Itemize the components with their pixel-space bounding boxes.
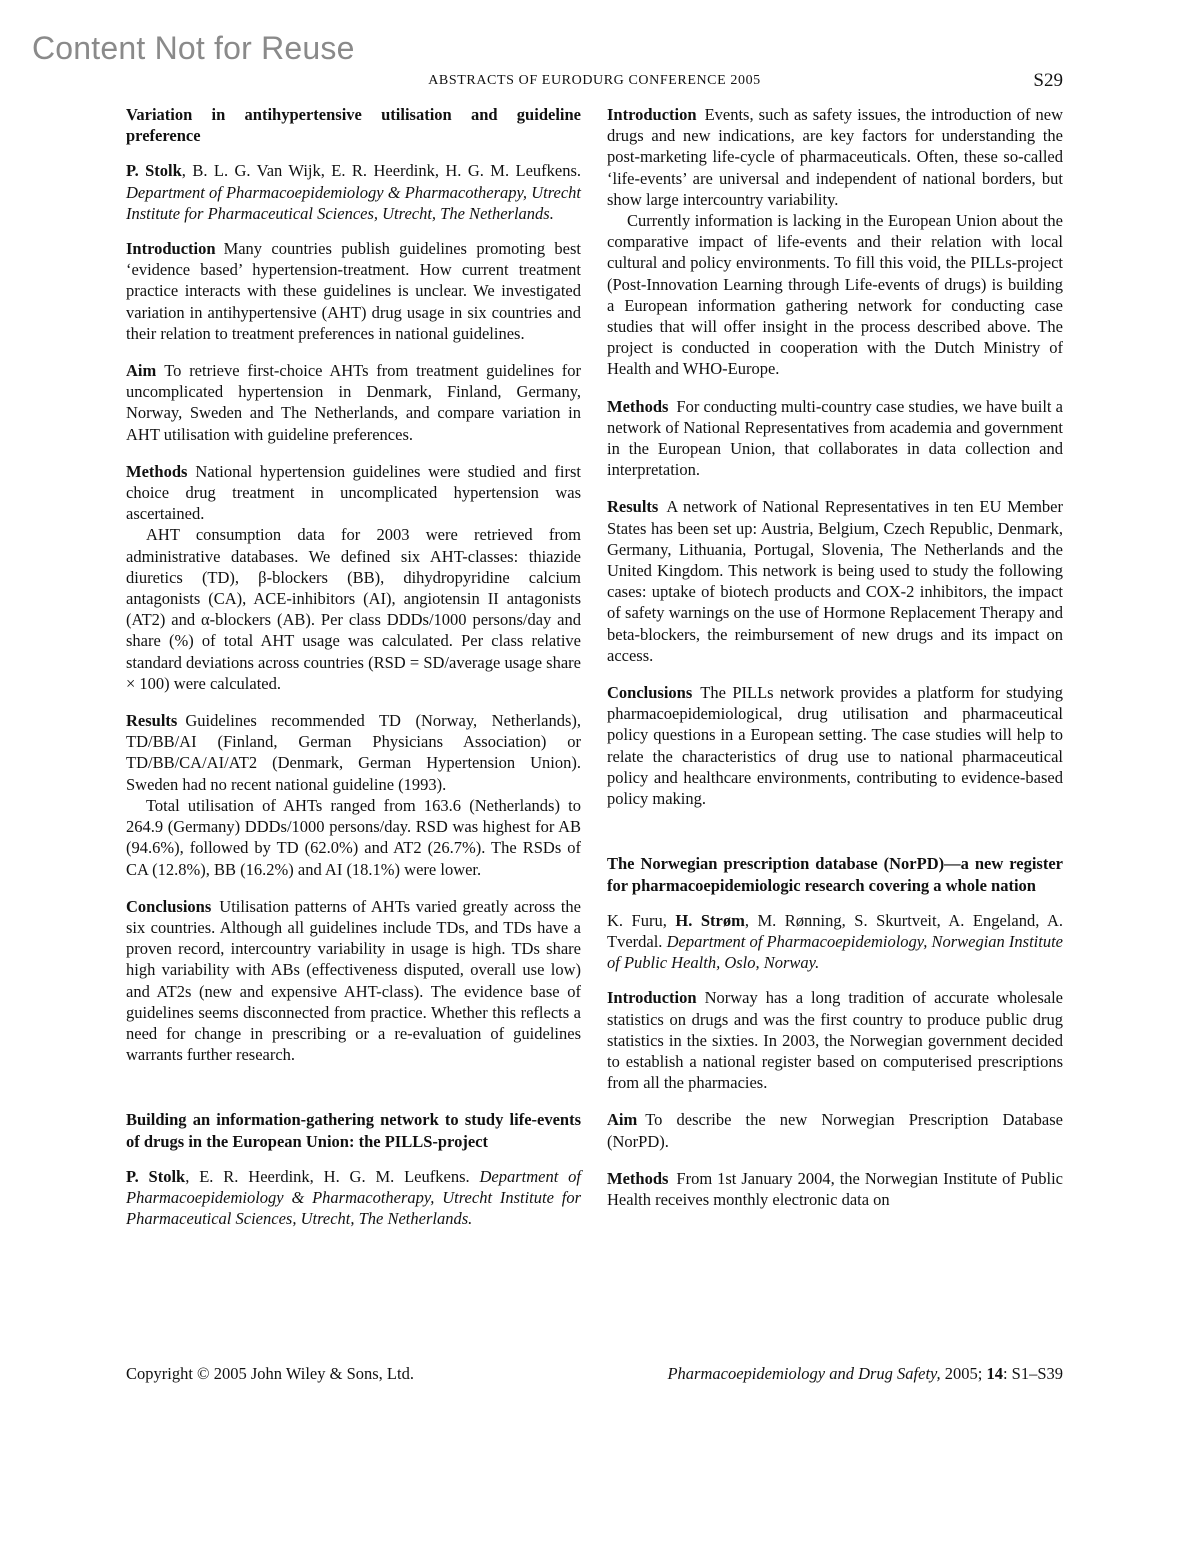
abstract-pills-project-continued (607, 104, 1063, 809)
section-text: To describe the new Norwegian Prescription Database (NorPD). (607, 1110, 1063, 1151)
section-text: A network of National Representatives in ten EU Member States has been set up: Austria, Belgium, Czech Republic, Denmark, Germany, Lithuania, Portugal, Slovenia, The Netherlands and the United Kingdom. This network is being used to study the following cases: uptake of biotech products and COX-2 inhibitors, the impact of safety warnings on the use of Hormone Replacement Therapy and beta-blockers, the reimbursement of new drugs and its impact on access. (607, 497, 1063, 665)
coauthors: , M. Rønning, S. Skurtveit, A. Engeland, A. Tverdal. (607, 910, 1063, 951)
section-text: Utilisation patterns of AHTs varied greatly across the six countries. Although all guidelines include TDs, and TDs have a proven record, intercountry variability in usage is high. TDs share high variability with ABs (effectiveness disputed, overall use low) and AT2s (new and expensive AHT-class). The evidence base of guidelines seems disconnected from practice. Whether this reflects a need for change in prescribing or a re-evaluation of guidelines warrants further research. (126, 896, 581, 1065)
section-heading: Aim (126, 361, 157, 381)
abstract-norpd (607, 853, 1063, 1210)
section-heading: Aim (607, 1110, 638, 1130)
section-heading: Introduction (126, 239, 216, 259)
journal-year: 2005; (940, 1364, 987, 1383)
section-introduction (126, 238, 581, 344)
section-text: National hypertension guidelines were studied and first choice drug treatment in uncomplicated hypertension was ascertained. (126, 461, 581, 524)
running-header (126, 70, 1063, 92)
right-column (607, 104, 1063, 1226)
abstract-title: The Norwegian prescription database (NorPD)—a new register for pharmacoepidemiologic research covering a whole nation (607, 854, 1063, 895)
copyright-notice: Copyright © 2005 John Wiley & Sons, Ltd. (126, 1364, 414, 1383)
abstract-authors (126, 1166, 581, 1230)
journal-name: Pharmacoepidemiology and Drug Safety, (667, 1364, 941, 1383)
section-heading: Introduction (607, 988, 697, 1008)
section-methods (607, 1168, 1063, 1210)
section-methods (126, 461, 581, 694)
watermark: Content Not for Reuse (32, 30, 355, 66)
coauthors: , B. L. G. Van Wijk, E. R. Heerdink, H. G. M. Leufkens. (181, 161, 582, 181)
abstract-authors (126, 160, 581, 224)
section-conclusions (126, 896, 581, 1066)
affiliation: Department of Pharmacoepidemiology & Pharmacotherapy, Utrecht Institute for Pharmaceutical Sciences, Utrecht, The Netherlands. (126, 182, 581, 223)
section-heading: Conclusions (607, 683, 693, 703)
section-text: To retrieve first-choice AHTs from treatment guidelines for uncomplicated hypertension in Denmark, Finland, Germany, Norway, Sweden and The Netherlands, and compare variation in AHT utilisation with guideline preferences. (126, 361, 581, 444)
section-methods (607, 396, 1063, 481)
section-heading: Introduction (607, 105, 697, 124)
section-text: For conducting multi-country case studies, we have built a network of National Representatives from academia and government in the European Union, that collaborates in data collection and interpretation. (607, 396, 1063, 480)
section-text: Guidelines recommended TD (Norway, Netherlands), TD/BB/AI (Finland, German Physicians Association) or TD/BB/CA/AI/AT2 (Denmark, German Hypertension Union). Sweden had no recent national guideline (1993). (126, 711, 581, 794)
section-text: AHT consumption data for 2003 were retrieved from administrative databases. We defined six AHT-classes: thiazide diuretics (TD), β-blockers (BB), dihydropyridine calcium antagonists (CA), ACE-inhibitors (AI), angiotensin II antagonists (AT2) and α-blockers (AB). Per class DDDs/1000 persons/day and share (%) of total AHT usage was calculated. Per class relative standard deviations across countries (RSD = SD/average usage share × 100) were calculated. (126, 525, 581, 693)
presenting-author: P. Stolk (126, 1166, 186, 1186)
section-results (607, 496, 1063, 666)
section-text: From 1st January 2004, the Norwegian Institute of Public Health receives monthly electronic data on (607, 1168, 1063, 1209)
section-introduction (607, 987, 1063, 1093)
journal-pages: : S1–S39 (1002, 1364, 1063, 1383)
section-introduction (607, 104, 1063, 380)
abstract-authors (607, 910, 1063, 974)
section-heading: Results (126, 711, 178, 731)
section-text: Total utilisation of AHTs ranged from 163.6 (Netherlands) to 264.9 (Germany) DDDs/1000 persons/day. RSD was highest for AB (94.6%), followed by TD (62.0%) and AT2 (26.7%). The RSDs of CA (12.8%), BB (16.2%) and AI (18.1%) were lower. (126, 795, 581, 879)
page-number: S29 (1033, 70, 1063, 91)
section-heading: Results (607, 497, 659, 517)
abstract-title: Building an information-gathering network to study life-events of drugs in the European Union: the PILLS-project (126, 1110, 581, 1151)
section-heading: Methods (607, 396, 669, 416)
abstract-antihypertensive (126, 104, 581, 1065)
section-text: The PILLs network provides a platform for studying pharmacoepidemiological, drug utilisation and pharmaceutical policy questions in a European setting. The case studies will help to relate the characteristics of drug use to national pharmaceutical policy and healthcare environments, contributing to evidence-based policy making. (607, 683, 1063, 809)
running-title: ABSTRACTS OF EURODURG CONFERENCE 2005 (428, 73, 761, 88)
section-heading: Methods (607, 1168, 669, 1188)
presenting-author: H. Strøm (675, 910, 745, 930)
section-heading: Conclusions (126, 896, 212, 916)
affiliation: Department of Pharmacoepidemiology, Norwegian Institute of Public Health, Oslo, Norway. (607, 931, 1064, 973)
section-text: Currently information is lacking in the European Union about the comparative impact of life-events and their relation with local cultural and policy environments. To fill this void, the PILLs-project (Post-Innovation Learning through Life-events of drugs) is building a European information gathering network for conducting case studies that will offer insight in the process described above. The project is conducted in cooperation with the Dutch Ministry of Health and WHO-Europe. (607, 211, 1063, 379)
section-aim (126, 360, 581, 445)
affiliation: Department of Pharmacoepidemiology & Pharmacotherapy, Utrecht Institute for Pharmaceutical Sciences, Utrecht, The Netherlands. (126, 1166, 581, 1229)
section-text: Many countries publish guidelines promoting best ‘evidence based’ hypertension-treatment. How current treatment practice interacts with these guidelines is unclear. We investigated variation in antihypertensive (AHT) drug usage in six countries and their relation to treatment preferences in national guidelines. (126, 239, 581, 343)
section-results (126, 710, 581, 880)
journal-volume: 14 (986, 1364, 1003, 1383)
abstract-title: Variation in antihypertensive utilisation and guideline preference (126, 105, 581, 146)
left-column (126, 104, 581, 1243)
first-author: K. Furu, (607, 910, 676, 930)
journal-citation (667, 1364, 1063, 1384)
presenting-author: P. Stolk (126, 161, 182, 181)
abstract-pills-project (126, 1109, 581, 1229)
section-heading: Methods (126, 461, 188, 481)
section-aim (607, 1109, 1063, 1151)
section-text: Norway has a long tradition of accurate wholesale statistics on drugs and was the first country to produce public drug statistics in the sixties. In 2003, the Norwegian government decided to establish a national register based on computerised prescriptions from all the pharmacies. (607, 988, 1063, 1093)
section-text: Events, such as safety issues, the introduction of new drugs and new indications, are key factors for understanding the post-marketing life-cycle of pharmaceuticals. Often, these so-called ‘life-events’ are universal and independent of national borders, but show large intercountry variability. (607, 105, 1063, 209)
section-conclusions (607, 682, 1063, 809)
coauthors: , E. R. Heerdink, H. G. M. Leufkens. (185, 1166, 470, 1186)
